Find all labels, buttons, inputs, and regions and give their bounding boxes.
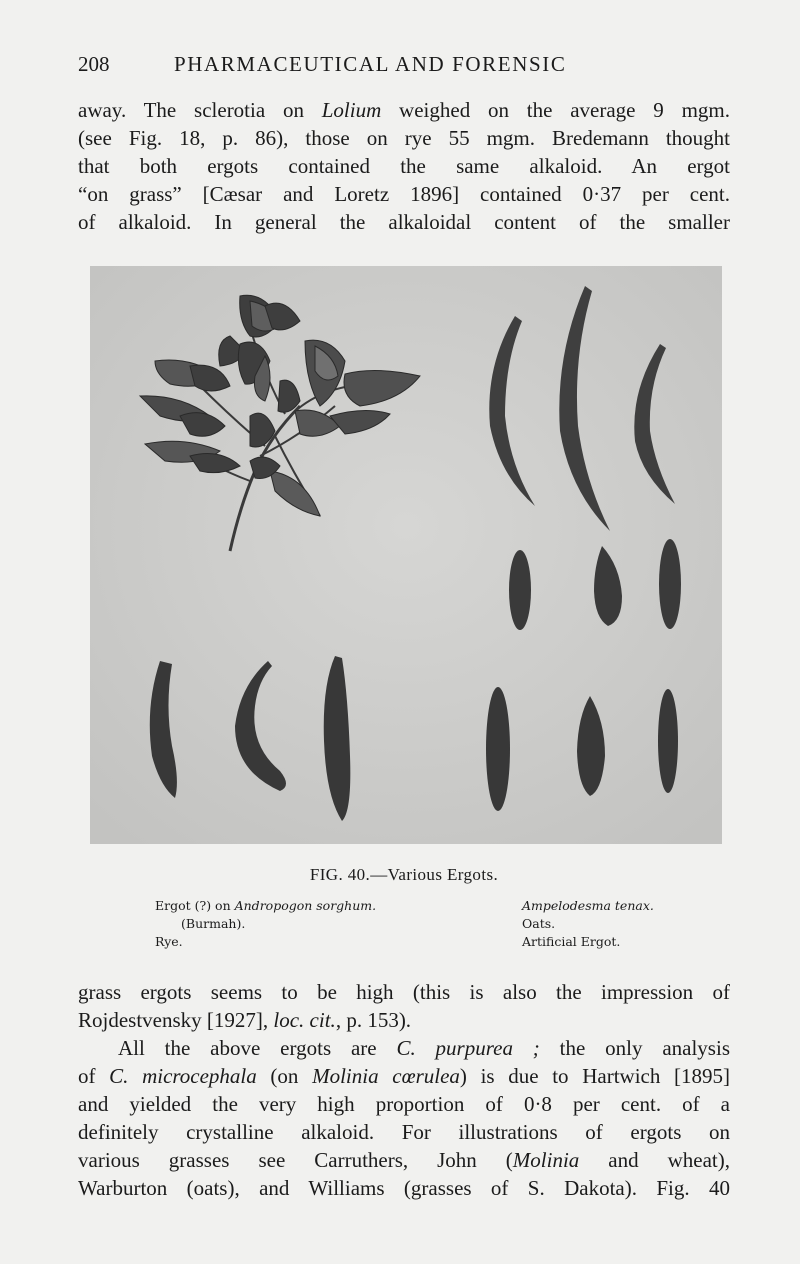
text-line: grass ergots seems to be high (this is also the impression of xyxy=(78,980,730,1004)
legend-entry: Ergot (?) on Andropogon sorghum. xyxy=(155,898,377,913)
text-line: that both ergots contained the same alkaloid. An ergot xyxy=(78,154,730,178)
figure-ergots-photo xyxy=(90,266,722,844)
text-line: various grasses see Carruthers, John (Molinia and wheat), xyxy=(78,1148,730,1172)
paragraph-top xyxy=(78,96,730,236)
text-line: and yielded the very high proportion of 0·8 per cent. of a xyxy=(78,1092,730,1116)
text-line: “on grass” [Cæsar and Loretz 1896] contained 0·37 per cent. xyxy=(78,182,730,206)
text-line: away. The sclerotia on Lolium weighed on the average 9 mgm. xyxy=(78,98,730,122)
figure-legend-left xyxy=(155,897,376,951)
legend-entry: (Burmah). xyxy=(181,916,246,931)
text-line: (see Fig. 18, p. 86), those on rye 55 mgm. Bredemann thought xyxy=(78,126,730,150)
legend-entry: Oats. xyxy=(522,916,556,931)
paragraph-bottom xyxy=(78,978,730,1202)
legend-entry: Ampelodesma tenax. xyxy=(522,898,654,913)
text-line: of C. microcephala (on Molinia cœrulea) is due to Hartwich [1895] xyxy=(78,1064,731,1088)
text-line: Warburton (oats), and Williams (grasses of S. Dakota). Fig. 40 xyxy=(78,1176,730,1200)
page-header xyxy=(78,52,728,82)
text-line: of alkaloid. In general the alkaloidal content of the smaller xyxy=(78,210,730,234)
legend-entry: Rye. xyxy=(155,934,183,949)
figure-caption: FIG. 40.—Various Ergots. xyxy=(309,865,499,884)
ergots-photograph xyxy=(90,266,722,844)
text-line: Rojdestvensky [1927], loc. cit., p. 153). xyxy=(78,1008,412,1032)
text-line: definitely crystalline alkaloid. For illustrations of ergots on xyxy=(78,1120,730,1144)
text-line: All the above ergots are C. purpurea ; the only analysis xyxy=(118,1036,730,1060)
page-number: 208 xyxy=(78,52,110,76)
figure-legend-right xyxy=(522,897,654,951)
running-head: PHARMACEUTICAL AND FORENSIC xyxy=(174,52,567,76)
legend-entry: Artificial Ergot. xyxy=(522,934,621,949)
